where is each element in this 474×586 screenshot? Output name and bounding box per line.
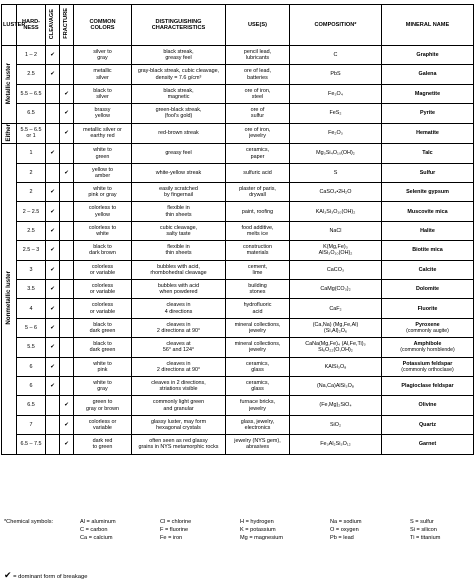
chemical-symbol: Si = silicon	[410, 527, 437, 533]
mineral-name-cell	[382, 241, 474, 260]
uses-cell: sulfuric acid	[226, 163, 290, 182]
hardness-cell: 2 – 2.5	[17, 202, 46, 221]
fracture-check-cell: ✔	[60, 415, 74, 434]
uses-cell: ore of iron, jewelry	[226, 123, 290, 144]
table-row	[2, 338, 474, 357]
mineral-name-cell	[382, 123, 474, 144]
cleavage-check-cell: ✔	[46, 357, 60, 376]
table-row	[2, 318, 474, 337]
table-row	[2, 396, 474, 415]
composition-cell: (Na,Ca)AlSi₃O₈	[290, 377, 382, 396]
common-colors-cell: white to pink	[74, 357, 132, 376]
fracture-check-cell	[60, 46, 74, 65]
mineral-name: Olivine	[418, 402, 437, 409]
common-colors-cell: black to dark green	[74, 338, 132, 357]
common-colors-cell: brassy yellow	[74, 104, 132, 123]
mineral-name: Plagioclase feldspar	[401, 383, 454, 390]
common-colors-cell: colorless or variable	[74, 280, 132, 299]
characteristics-cell: white-yellow streak	[132, 163, 226, 182]
mineral-name: Potassium feldspar	[402, 360, 453, 367]
uses-cell: jewelry (NYS gem), abrasives	[226, 435, 290, 454]
cleavage-check-cell	[46, 435, 60, 454]
composition-cell: (Fe,Mg)₂SiO₄	[290, 396, 382, 415]
uses-cell: pencil lead, lubricants	[226, 46, 290, 65]
common-colors-cell: colorless to yellow	[74, 202, 132, 221]
chemical-symbol: Al = aluminum	[80, 519, 116, 525]
chemical-symbol: S = sulfur	[410, 519, 434, 525]
fracture-check-cell: ✔	[60, 435, 74, 454]
cleavage-check-cell: ✔	[46, 183, 60, 202]
uses-cell: glass, jewelry, electronics	[226, 415, 290, 434]
composition-cell: PbS	[290, 65, 382, 84]
cleavage-check-cell: ✔	[46, 299, 60, 318]
uses-cell: hydrofluoric acid	[226, 299, 290, 318]
composition-cell: Fe₂O₃	[290, 123, 382, 144]
common-colors-cell: white to gray	[74, 377, 132, 396]
cleavage-check-cell: ✔	[46, 221, 60, 240]
cleavage-check-cell	[46, 104, 60, 123]
hardness-cell: 2	[17, 163, 46, 182]
characteristics-cell: flexible in thin sheets	[132, 241, 226, 260]
hardness-cell: 5.5 – 6.5	[17, 84, 46, 103]
mineral-name: Selenite gypsum	[406, 189, 449, 196]
mineral-name: Fluorite	[417, 305, 438, 312]
breakage-legend	[4, 570, 87, 581]
table-row	[2, 84, 474, 103]
hardness-cell: 6	[17, 377, 46, 396]
fracture-check-cell	[60, 377, 74, 396]
fracture-check-cell	[60, 241, 74, 260]
fracture-check-cell	[60, 299, 74, 318]
mineral-name-cell	[382, 163, 474, 182]
fracture-check-cell	[60, 221, 74, 240]
mineral-name-cell	[382, 104, 474, 123]
chemical-symbol: Na = sodium	[330, 519, 362, 525]
hardness-cell: 5 – 6	[17, 318, 46, 337]
hardness-cell: 3.5	[17, 280, 46, 299]
mineral-name: Quartz	[418, 421, 437, 428]
header-cleavage: CLEAVAGE	[46, 5, 60, 46]
chemical-symbol: Ca = calcium	[80, 535, 113, 541]
cleavage-check-cell: ✔	[46, 144, 60, 163]
header-fracture: FRACTURE	[60, 5, 74, 46]
table-row	[2, 65, 474, 84]
mineral-name-cell	[382, 299, 474, 318]
uses-cell: ore of lead, batteries	[226, 65, 290, 84]
mineral-variety: (commonly orthoclase)	[401, 366, 454, 373]
cleavage-check-cell: ✔	[46, 65, 60, 84]
chemical-symbol: Ti = titanium	[410, 535, 441, 541]
chemical-symbol: H = hydrogen	[240, 519, 274, 525]
common-colors-cell: black to dark green	[74, 318, 132, 337]
uses-cell: furnace bricks, jewelry	[226, 396, 290, 415]
characteristics-cell: bubbles with acid, rhombohedral cleavage	[132, 260, 226, 279]
uses-cell: ceramics, glass	[226, 377, 290, 396]
table-row	[2, 241, 474, 260]
table-row	[2, 357, 474, 376]
characteristics-cell: flexible in thin sheets	[132, 202, 226, 221]
mineral-name-cell	[382, 221, 474, 240]
mineral-name-cell	[382, 338, 474, 357]
uses-cell: ore of iron, steel	[226, 84, 290, 103]
mineral-name-cell	[382, 318, 474, 337]
fracture-check-cell	[60, 357, 74, 376]
table-row	[2, 299, 474, 318]
uses-cell: paint, roofing	[226, 202, 290, 221]
header-mineral-name: MINERAL NAME	[382, 5, 474, 46]
common-colors-cell: colorless to white	[74, 221, 132, 240]
mineral-name-cell	[382, 46, 474, 65]
composition-cell: FeS₂	[290, 104, 382, 123]
uses-cell: building stones	[226, 280, 290, 299]
hardness-cell: 1 – 2	[17, 46, 46, 65]
fracture-check-cell: ✔	[60, 163, 74, 182]
mineral-name: Biotite mica	[412, 247, 443, 254]
common-colors-cell: metallic silver or earthy red	[74, 123, 132, 144]
characteristics-cell: often seen as red glassy grains in NYS metamorphic rocks	[132, 435, 226, 454]
mineral-name-cell	[382, 357, 474, 376]
table-row	[2, 46, 474, 65]
uses-cell: ceramics, glass	[226, 357, 290, 376]
uses-cell: plaster of paris, drywall	[226, 183, 290, 202]
composition-cell: S	[290, 163, 382, 182]
composition-cell: KAlSi₃O₈	[290, 357, 382, 376]
fracture-check-cell	[60, 338, 74, 357]
hardness-cell: 2.5	[17, 221, 46, 240]
header-hardness: HARD- NESS	[17, 5, 46, 46]
hardness-cell: 6	[17, 357, 46, 376]
mineral-name-cell	[382, 183, 474, 202]
mineral-name: Dolomite	[415, 286, 440, 293]
fracture-check-cell	[60, 280, 74, 299]
composition-cell: Mg₃Si₄O₁₀(OH)₂	[290, 144, 382, 163]
characteristics-cell: black streak, greasy feel	[132, 46, 226, 65]
hardness-cell: 5.5 – 6.5 or 1	[17, 123, 46, 144]
characteristics-cell: gray-black streak, cubic cleavage, density = 7.6 g/cm³	[132, 65, 226, 84]
composition-cell: CaCO₃	[290, 260, 382, 279]
cleavage-check-cell: ✔	[46, 318, 60, 337]
uses-cell: mineral collections, jewelry	[226, 338, 290, 357]
common-colors-cell: black to dark brown	[74, 241, 132, 260]
mineral-name: Muscovite mica	[407, 208, 448, 215]
header-composition: COMPOSITION*	[290, 5, 382, 46]
cleavage-check-cell	[46, 415, 60, 434]
header-luster: LUSTER	[2, 5, 17, 46]
composition-cell: SiO₂	[290, 415, 382, 434]
mineral-name: Calcite	[418, 266, 437, 273]
hardness-cell: 6.5 – 7.5	[17, 435, 46, 454]
mineral-name: Galena	[418, 71, 437, 78]
composition-cell: (Ca,Na) (Mg,Fe,Al) (Si,Al)₂O₆	[290, 318, 382, 337]
composition-cell: CaSO₄•2H₂O	[290, 183, 382, 202]
composition-cell: Fe₃Al₂Si₃O₁₂	[290, 435, 382, 454]
chemical-symbol: K = potassium	[240, 527, 276, 533]
mineral-name-cell	[382, 144, 474, 163]
mineral-name-cell	[382, 280, 474, 299]
hardness-cell: 2	[17, 183, 46, 202]
luster-group-metallic: Metallic luster	[2, 46, 17, 124]
mineral-name: Amphibole	[413, 341, 442, 348]
characteristics-cell: cubic cleavage, salty taste	[132, 221, 226, 240]
mineral-name: Halite	[420, 227, 435, 234]
fracture-check-cell: ✔	[60, 104, 74, 123]
mineral-name-cell	[382, 415, 474, 434]
chemical-symbol: F = fluorine	[160, 527, 189, 533]
table-row	[2, 260, 474, 279]
hardness-cell: 4	[17, 299, 46, 318]
mineral-name: Sulfur	[419, 169, 436, 176]
composition-cell: CaMg(CO₃)₂	[290, 280, 382, 299]
fracture-check-cell: ✔	[60, 84, 74, 103]
composition-cell: CaNa(Mg,Fe)₄ (Al,Fe,Ti)₃ Si₆O₂₂(O,OH)₂	[290, 338, 382, 357]
composition-cell: NaCl	[290, 221, 382, 240]
fracture-check-cell: ✔	[60, 123, 74, 144]
hardness-cell: 2.5	[17, 65, 46, 84]
composition-cell: K(Mg,Fe)₃ AlSi₃O₁₀(OH)₂	[290, 241, 382, 260]
chemical-symbol: Cl = chlorine	[160, 519, 192, 525]
characteristics-cell: green-black streak, (fool's gold)	[132, 104, 226, 123]
cleavage-check-cell: ✔	[46, 241, 60, 260]
characteristics-cell: black streak, magnetic	[132, 84, 226, 103]
hardness-cell: 7	[17, 415, 46, 434]
hardness-cell: 5.5	[17, 338, 46, 357]
legend-text: = dominant form of breakage	[13, 574, 88, 580]
hardness-cell: 3	[17, 260, 46, 279]
composition-cell: CaF₂	[290, 299, 382, 318]
uses-cell: mineral collections, jewelry	[226, 318, 290, 337]
common-colors-cell: colorless or variable	[74, 260, 132, 279]
hardness-cell: 6.5	[17, 104, 46, 123]
mineral-name-cell	[382, 435, 474, 454]
uses-cell: ceramics, paper	[226, 144, 290, 163]
common-colors-cell: white to green	[74, 144, 132, 163]
characteristics-cell: bubbles with acid when powdered	[132, 280, 226, 299]
table-row	[2, 163, 474, 182]
mineral-name-cell	[382, 65, 474, 84]
common-colors-cell: silver to gray	[74, 46, 132, 65]
hardness-cell: 1	[17, 144, 46, 163]
header-uses: USE(S)	[226, 5, 290, 46]
characteristics-cell: commonly light green and granular	[132, 396, 226, 415]
common-colors-cell: black to silver	[74, 84, 132, 103]
table-row	[2, 144, 474, 163]
mineral-name-cell	[382, 84, 474, 103]
common-colors-cell: white to pink or gray	[74, 183, 132, 202]
characteristics-cell: cleaves at 56° and 124°	[132, 338, 226, 357]
fracture-check-cell	[60, 260, 74, 279]
common-colors-cell: colorless or variable	[74, 415, 132, 434]
mineral-name-cell	[382, 260, 474, 279]
fracture-check-cell	[60, 65, 74, 84]
composition-cell: KAl₃Si₃O₁₀(OH)₂	[290, 202, 382, 221]
cleavage-check-cell: ✔	[46, 280, 60, 299]
cleavage-check-cell: ✔	[46, 377, 60, 396]
characteristics-cell: cleaves in 2 directions at 90°	[132, 357, 226, 376]
mineral-name: Talc	[422, 150, 433, 157]
hardness-cell: 2.5 – 3	[17, 241, 46, 260]
mineral-name: Pyrite	[420, 110, 435, 117]
chemical-symbol: O = oxygen	[330, 527, 359, 533]
uses-cell: cement, lime	[226, 260, 290, 279]
table-row	[2, 280, 474, 299]
composition-cell: Fe₃O₄	[290, 84, 382, 103]
characteristics-cell: cleaves in 2 directions, striations visible	[132, 377, 226, 396]
chemical-symbols-heading: *Chemical symbols:	[4, 519, 54, 525]
mineral-name: Garnet	[418, 441, 437, 448]
mineral-rows	[2, 46, 474, 455]
mineral-name-cell	[382, 396, 474, 415]
table-row	[2, 123, 474, 144]
mineral-variety: (commonly augite)	[406, 328, 449, 335]
characteristics-cell: cleaves in 4 directions	[132, 299, 226, 318]
characteristics-cell: easily scratched by fingernail	[132, 183, 226, 202]
cleavage-check-cell: ✔	[46, 46, 60, 65]
cleavage-check-cell	[46, 123, 60, 144]
fracture-check-cell: ✔	[60, 396, 74, 415]
table-row	[2, 435, 474, 454]
chemical-symbol: C = carbon	[80, 527, 108, 533]
mineral-table	[1, 4, 474, 455]
characteristics-cell: greasy feel	[132, 144, 226, 163]
common-colors-cell: dark red to green	[74, 435, 132, 454]
common-colors-cell: colorless or variable	[74, 299, 132, 318]
header-common-colors: COMMON COLORS	[74, 5, 132, 46]
uses-cell: construction materials	[226, 241, 290, 260]
header-distinguishing-characteristics: DISTINGUISHING CHARACTERISTICS	[132, 5, 226, 46]
common-colors-cell: yellow to amber	[74, 163, 132, 182]
characteristics-cell: cleaves in 2 directions at 90°	[132, 318, 226, 337]
hardness-cell: 6.5	[17, 396, 46, 415]
cleavage-check-cell	[46, 84, 60, 103]
mineral-variety: (commonly hornblende)	[400, 347, 455, 354]
table-row	[2, 183, 474, 202]
mineral-name: Graphite	[416, 52, 439, 59]
common-colors-cell: green to gray or brown	[74, 396, 132, 415]
table-row	[2, 104, 474, 123]
table-row	[2, 377, 474, 396]
check-mark-icon: ✔	[4, 570, 12, 580]
characteristics-cell: glassy luster, may form hexagonal crystals	[132, 415, 226, 434]
table-row	[2, 415, 474, 434]
cleavage-check-cell	[46, 163, 60, 182]
composition-cell: C	[290, 46, 382, 65]
chemical-symbol: Fe = iron	[160, 535, 183, 541]
luster-group-either: Either	[2, 123, 17, 144]
mineral-name: Hematite	[416, 130, 439, 137]
mineral-name: Pyroxene	[415, 321, 440, 328]
cleavage-check-cell: ✔	[46, 260, 60, 279]
cleavage-check-cell: ✔	[46, 338, 60, 357]
luster-group-nonmetallic: Nonmetallic luster	[2, 144, 17, 454]
chemical-symbol: Mg = magnesium	[240, 535, 284, 541]
characteristics-cell: red-brown streak	[132, 123, 226, 144]
uses-cell: food additive, melts ice	[226, 221, 290, 240]
fracture-check-cell	[60, 183, 74, 202]
uses-cell: ore of sulfur	[226, 104, 290, 123]
fracture-check-cell	[60, 202, 74, 221]
header-row	[2, 5, 474, 46]
mineral-name-cell	[382, 202, 474, 221]
cleavage-check-cell: ✔	[46, 202, 60, 221]
chemical-symbol: Pb = lead	[330, 535, 354, 541]
mineral-name: Magnetite	[414, 90, 441, 97]
cleavage-check-cell	[46, 396, 60, 415]
fracture-check-cell	[60, 144, 74, 163]
fracture-check-cell	[60, 318, 74, 337]
table-row	[2, 221, 474, 240]
table-row	[2, 202, 474, 221]
common-colors-cell: metallic silver	[74, 65, 132, 84]
mineral-name-cell	[382, 377, 474, 396]
